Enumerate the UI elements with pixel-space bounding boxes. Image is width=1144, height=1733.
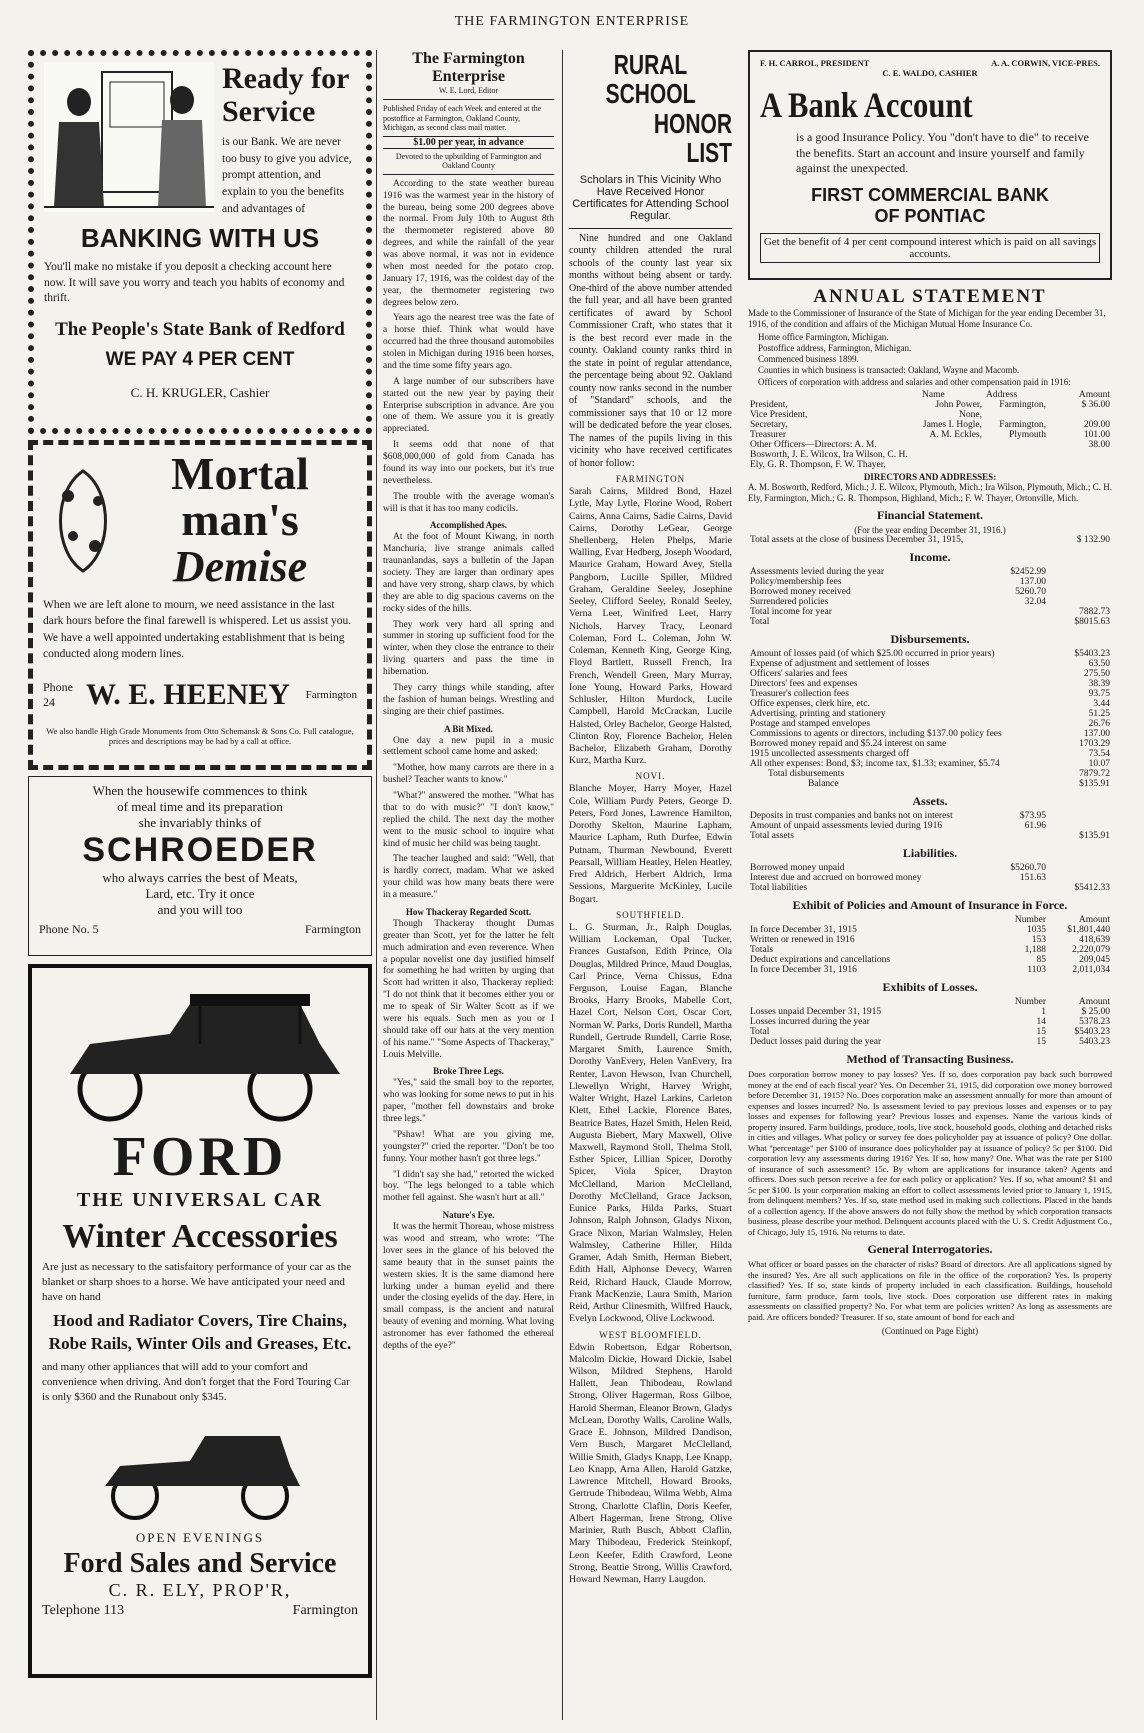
officer-row-cell: Secretary, <box>750 419 788 430</box>
officer-row-cell: 38.00 <box>1088 439 1110 450</box>
loss-row <box>748 1007 1112 1017</box>
eye-paragraph: It was the hermit Thoreau, whose mistress was wood and stream, who wrote: "The lover sees in the glance of his beloved the same beauty that in the sunset paints the western skies. It is the same diamond here lurking under a human eyelid and there under the closing eyelids of the day. Here, in small compass, is the ancient and natural beauty of evening and morning. What loving astronomer has ever fathomed the ethereal depths of the eye?" <box>383 1222 554 1351</box>
income-row <box>748 607 1112 617</box>
exhibit-row-cell: In force December 31, 1916 <box>750 965 857 976</box>
method-heading: Method of Transacting Business. <box>846 1052 1014 1067</box>
officer-row <box>748 400 1112 410</box>
exhibit-row-cell: 209,045 <box>1079 955 1110 966</box>
asset-row-cell: 61.96 <box>1024 821 1046 832</box>
liability-row-cell: Interest due and accrued on borrowed money <box>750 873 922 884</box>
banking-with-us-headline: BANKING WITH US <box>80 223 320 254</box>
liability-row <box>748 873 1112 883</box>
liability-row <box>748 863 1112 873</box>
losses-heading: Exhibits of Losses. <box>882 980 978 995</box>
officer-row-cell: 209.00 <box>1083 419 1110 430</box>
disbursement-row-cell: 10.07 <box>1088 759 1110 770</box>
officer-row-cell <box>984 440 1048 470</box>
income-row <box>748 587 1112 597</box>
legs-paragraph-2: "Pshaw! What are you giving me, youngster?" cried the reporter. "Don't be too funny. Your mother hasn't got three legs." <box>383 1129 554 1164</box>
liability-row-cell: Borrowed money unpaid <box>750 863 845 874</box>
runabout-car-illustration <box>90 1411 310 1521</box>
disbursement-row-cell: Treasurer's collection fees <box>750 689 849 700</box>
officer-row-cell: A. M. Eckles, <box>929 429 982 440</box>
loss-row-cell: 1 <box>1041 1007 1046 1018</box>
novi-heading: NOVI. <box>635 771 666 782</box>
touring-car-illustration <box>50 974 350 1124</box>
asset-row-cell: Total assets <box>750 831 794 842</box>
liability-row-cell <box>1048 863 1112 873</box>
disbursements-table <box>748 649 1112 769</box>
enterprise-title: The Farmington Enterprise <box>412 50 525 85</box>
bank-name: The People's State Bank of Redford <box>55 318 345 340</box>
heeney-name: W. E. HEENEY <box>86 677 290 711</box>
loss-row-cell: Deduct losses paid during the year <box>750 1037 882 1048</box>
ford-tagline: THE UNIVERSAL CAR <box>76 1189 324 1211</box>
statement-line: Postoffice address, Farmington, Michigan. <box>758 342 912 353</box>
general-text: What officer or board passes on the character of risks? Board of directors. Are all applications signed by the insured? Yes. Are all such applications on file in the office of the corporation? Yes. Is property classified? Yes. If so, state kinds of property included in each classification. Buildings, household furniture, farm produce, farm tools, live stock. Does corporation use different rates in making assessments on classified property? No. For what term are policies written? As long as assessments are paid. Are officers bonded? Treasurer. If so, state amount of bond for each and <box>748 1259 1112 1322</box>
losses-header-row <box>748 997 1112 1007</box>
officer-row-cell <box>1048 410 1112 420</box>
disbursement-row <box>748 739 1112 749</box>
legs-paragraph-3: "I didn't say she had," retorted the wicked boy. "The legs belonged to a table which mother fell against. She wasn't hurt at all." <box>383 1169 554 1204</box>
officer-row-cell: Farmington, <box>999 419 1046 430</box>
asset-row-cell <box>1048 821 1112 831</box>
disbursement-row-cell: 275.50 <box>1083 669 1110 680</box>
officer-row <box>748 430 1112 440</box>
ford-town: Farmington <box>292 1602 358 1618</box>
wreath-illustration <box>43 461 123 581</box>
apes-paragraph-2: They work very hard all spring and summer in storing up sufficient food for the winter, when they close the entrance to their living quarters and pass the time in hibernation. <box>383 619 554 678</box>
income-row-cell: Total income for year <box>750 607 832 618</box>
officer-row-cell: John Power, <box>935 399 982 410</box>
loss-row <box>748 1037 1112 1047</box>
disbursement-row-cell: Commissions to agents or directors, including $137.00 policy fees <box>750 729 1002 740</box>
disbursement-row-cell: Advertising, printing and stationery <box>750 709 886 720</box>
disbursement-row-cell: Officers' salaries and fees <box>750 669 848 680</box>
liability-row-cell: Total liabilities <box>750 883 808 894</box>
disbursement-row <box>748 679 1112 689</box>
exhibit-row-cell: 1035 <box>1027 925 1046 936</box>
income-row-cell <box>1048 567 1112 577</box>
west-bloomfield-names: Edwin Robertson, Edgar Robertson, Malcolm Dickie, Howard Dickie, Isabel Wilson, Mildred Stephens, Harold Hallett, Jean Thibodeau, Rowland Strong, Oliver Hagerman, Ross Gilboe, Harold Sherman, Eleanor Brown, Gladys McLean, Dorothy Walls, Caroline Walls, Grace E. Johnson, Mildred Dandison, Vern Busch, Margaret McClelland, Willie Smith, Gladys Knapp, Lee Knapp, Leo Knapp, Arna Allen, Harold Gatzke, Lawrence Mitchell, Howard Brooks, Gertrude Thibodeau, Wilma Webb, Alma Strong, Charlotte Claflin, Doris Keefer, Albert Hagerman, Irene Strong, Olive Marinier, Ruth Busch, Abbott Claflin, Mary Thibodeau, Frederick Steinkopf, Leon Keefer, Edith Crawford, Leone Strong, Beattie Strong, Willis Crawford, Howard Newman, Harry Laugdon. <box>569 1341 732 1585</box>
disbursement-row-cell: 26.76 <box>1088 719 1110 730</box>
financial-sub: (For the year ending December 31, 1916.) <box>854 525 1006 536</box>
honor-title-1: RURAL SCHOOL <box>605 50 696 110</box>
bank2-president: F. H. CARROL, PRESIDENT <box>760 58 870 68</box>
income-heading: Income. <box>909 550 951 565</box>
disbursement-row-cell: 137.00 <box>1083 729 1110 740</box>
enterprise-price: $1.00 per year, in advance <box>383 136 554 149</box>
income-row <box>748 597 1112 607</box>
thackeray-paragraph: Though Thackeray thought Dumas greater than Scott, yet for the latter he felt much admiration and even reverence. When a popular novelist one day justified himself for something he had written by urging that Scott had written it also, Thackeray replied: "I do not think that it becomes either you or me to speak of Sir Walter Scott as if we were his equals. Such men as you or I should take off our hats at the very mention of his name." "Some Aspects of Thackeray," Louis Melville. <box>383 918 554 1060</box>
income-row-cell <box>984 607 1048 617</box>
income-row <box>748 617 1112 627</box>
officer-row-cell: Plymouth <box>1009 429 1046 440</box>
disbursement-row-cell: $5403.23 <box>1074 649 1110 660</box>
officer-row <box>748 410 1112 420</box>
exhibit-row-cell: Written or renewed in 1916 <box>750 935 855 946</box>
officers-header-cell: Amount <box>1078 389 1110 400</box>
loss-row-cell: $ 25.00 <box>1081 1007 1110 1018</box>
disbursement-totals-table <box>748 769 1112 789</box>
statement-intro: Made to the Commissioner of Insurance of the State of Michigan for the year ending December 31, 1916, of the condition and affairs of the Michigan Mutual Home Insurance Co. <box>748 308 1106 329</box>
disbursement-row <box>748 659 1112 669</box>
exhibit-row-cell: Deduct expirations and cancellations <box>750 955 891 966</box>
mixed-paragraph-3: "What?" answered the mother. "What has that to do with music?" "I don't know," replied the child. The next day the mother went to the music school to inquire what kind of music her child was being taught. <box>383 791 554 849</box>
mixed-headline: A Bit Mixed. <box>444 723 493 734</box>
liability-row-cell: $5412.33 <box>1074 883 1110 894</box>
open-evenings: OPEN EVENINGS <box>135 1529 265 1545</box>
asset-row <box>748 831 1112 841</box>
income-row-cell: Assessments levied during the year <box>750 567 885 578</box>
liability-row <box>748 883 1112 893</box>
ford-brand: FORD <box>112 1126 288 1188</box>
exhibit-row <box>748 935 1112 945</box>
exhibit-row <box>748 955 1112 965</box>
bankers-illustration <box>44 62 214 212</box>
officer-row-cell: 101.00 <box>1083 429 1110 440</box>
exhibit-row <box>748 965 1112 975</box>
income-row-cell: 137.00 <box>1019 577 1046 588</box>
income-row-cell: 32.04 <box>1024 597 1046 608</box>
disbursement-row-cell: Borrowed money repaid and $5.24 interest on same <box>750 739 947 750</box>
southfield-names: L. G. Sturman, Jr., Ralph Douglas, William Lockeman, Opal Tucker, Frances Gustafson, Edith Prince, Ola Douglas, Mildred Prince, Maud Douglas, Carl Prince, Verna Chissus, Edna Ferguson, Louise Eagan, Blanche Brooks, Harry Brooks, Mabelle Cort, Hazel Cort, Nelson Cort, Oscar Cort, Norman W. Parks, Doris Rundell, Martha Rundell, Gertrude Rundell, Carrie Rose, Margaret Smith, Laurence Smith, Dorothy VanEvery, Helen VanEvery, Ira Renter, Lavon Hewson, Ivan Churchell, Llewellyn Wright, Harvey Wright, Walter Wright, Hazel Larkins, Carleton Klett, Ethel Lackie, Florence Bates, Beatrice Bates, Hazel Smith, Helen Reid, Augusta Biebert, Mary Maxwell, Olive Maxwell, Raymond Stoll, Thelma Stoll, Esther Spicer, Lillian Spicer, Dorothy Spicer, Viola Spicer, Drayton McClelland, Marion McClelland, Dorothy McClelland, Grace Jackson, Eunice Parks, Hilda Parks, Stuart Johnson, Ralph Johnson, Gladys Nixon, Grace Nixon, Marian Walmsley, Helen Walmsley, Catherine Hiller, Hilda Gramer, Adah Smith, Herman Biebert, Edith Hall, Alphonse Devecy, Warren Reid, Richard Hauck, Claude Morrow, Frank MacKenzie, Laura Smith, Marion Reid, Arthur Clinesmith, Wilfred Hauck, Evelyn Lockwood, Olive Lockwood. <box>569 921 732 1325</box>
honor-intro: Nine hundred and one Oakland county children attended the rural schools of the county last year six months without being absent or tardy. One-third of the above number attended the full year, and all have been granted certificates of award by School Commissioner Craft, who states that it is the best record ever made in the county. Oakland county ranks third in the state in point of regular attendance, the percentage being about 92. Oakland county now ranks second in the number of "Standard" schools, and the commissioner says that 10 or 12 more will be dedicated before the year closes. The names of the pupils living in this vicinity who have received certificates of honor follow: <box>569 232 732 469</box>
exhibit-row <box>748 945 1112 955</box>
disbursement-row <box>748 649 1112 659</box>
farmington-heading: FARMINGTON <box>615 474 686 485</box>
income-row-cell: Total <box>750 617 770 628</box>
income-row-cell: 5260.70 <box>1015 587 1046 598</box>
assets-begin-row <box>748 535 1112 545</box>
disbursement-row-cell: Postage and stamped envelopes <box>750 719 871 730</box>
ready-for-service-title: Ready for Service <box>222 62 349 128</box>
first-commercial-bank-name: FIRST COMMERCIAL BANK <box>811 184 1049 205</box>
apes-paragraph: At the foot of Mount Kiwang, in north Manchuria, live strange animals called traunanlandas, says a bulletin of the Japan society. They are larger than ordinary apes and have very strong, sharp claws, by which they are able to dig spacious caverns on the rocky sides of the hills. <box>383 532 554 614</box>
exhibit-row-cell: 418,639 <box>1079 935 1110 946</box>
directors-heading: DIRECTORS AND ADDRESSES: <box>863 471 997 482</box>
officer-row-cell: None, <box>959 409 982 420</box>
officers-header-cell: Name <box>922 389 945 400</box>
officer-row-cell: Vice President, <box>750 409 808 420</box>
loss-row-cell: 5378.23 <box>1079 1017 1110 1028</box>
exhibit-row-cell: $1,801,440 <box>1067 925 1110 936</box>
officer-row-cell: $ 36.00 <box>1081 399 1110 410</box>
heeney-undertaker-ad <box>28 440 372 770</box>
mortal-mans-title: Mortal man's <box>171 448 309 545</box>
ford-body-2: and many other appliances that will add to your comfort and convenience when driving. And don't forget that the Ford Touring Car is only $360 and the Runabout only $345. <box>42 1361 350 1403</box>
statement-column <box>744 50 1116 1720</box>
southfield-heading: SOUTHFIELD. <box>616 909 685 920</box>
exhibit-table <box>748 915 1112 975</box>
schroeder-phone: Phone No. 5 <box>39 922 99 936</box>
schroeder-town: Farmington <box>305 922 361 936</box>
liability-row-cell <box>984 883 1048 893</box>
loss-row <box>748 1027 1112 1037</box>
officer-row-cell: James I. Hogle, <box>922 419 982 430</box>
asset-row <box>748 821 1112 831</box>
enterprise-published: Published Friday of each Week and entered at the postoffice at Farmington, Oakland County, Michigan, as second class mail matter. <box>383 104 542 133</box>
farmington-names: Sarah Cairns, Mildred Bond, Hazel Lytle, May Lytle, Florine Wood, Robert Cairns, Anna Cairns, Sadie Cairns, David Cairns, Dorothy LeGear, George Shellenberg, Helen Phelps, Marie Walling, Evar Hedberg, Joseph Woodard, Maurice Graham, Howard Avey, Stella Pangborn, Lucille Spiller, Mildred Graham, Geraldine Seeley, Josephine Seeley, Clifford Seeley, Ronald Seeley, Verna Leet, Winifred Leet, Harry Nichols, Harvey Tracy, Leonard Coleman, Ford L. Coleman, John W. Coleman, Kenneth King, George King, Floyd Bartlett, Russell French, Ira French, Wendell Green, Mary Murray, Ione Young, Howard Parks, Howard Schlusler, Hilton Murdock, Lucile Campbell, Harold McCrackan, Lucile Halsted, Orley Bachelor, George Halsted, Clinton Roy, Florence Bachelor, Helen Bachelor, Elizabeth Graham, Dorothy Kurz, Martha Kurz. <box>569 486 732 767</box>
editorial-column <box>376 50 560 1720</box>
average-paragraph: The trouble with the average woman's will is that it has too many codicils. <box>383 491 554 514</box>
disbursement-row-cell: 3.44 <box>1093 699 1110 710</box>
officer-row-cell: Treasurer <box>750 429 787 440</box>
schroeder-line6: and you will too <box>157 902 243 917</box>
statement-line: Commenced business 1899. <box>758 354 859 365</box>
honor-title-2: HONOR LIST <box>653 107 732 169</box>
income-row-cell: $8015.63 <box>1074 617 1110 628</box>
income-row-cell <box>1048 597 1112 607</box>
disbursement-row <box>748 669 1112 679</box>
ford-owner: C. R. ELY, PROP'R, <box>108 1579 292 1600</box>
statement-lines <box>748 332 1112 388</box>
statement-line: Home office Farmington, Michigan. <box>758 331 889 342</box>
directors-text: A. M. Bosworth, Redford, Mich.; J. E. Wilcox, Plymouth, Mich.; Ira Wilson, Plymouth, Mich.; C. H. Ely, Farmington, Mich.; G. R. Thompson, Highland, Mich.; F. W. Thayer, Ortonville, Mich. <box>748 481 1112 503</box>
mixed-paragraph-4: The teacher laughed and said: "Well, that is hardly correct, madam. What we asked your child was how many beats there were in a measure." <box>383 854 554 901</box>
bank2-vice: A. A. CORWIN, VICE-PRES. <box>991 58 1100 68</box>
schroeder-line1: When the housewife commences to think <box>92 783 308 798</box>
asset-row-cell <box>984 831 1048 841</box>
bank-ad-text: You'll make no mistake if you deposit a checking account here now. It will save you worry and teach you habits of economy and thrift. <box>44 261 345 305</box>
asset-row-cell: $135.91 <box>1079 831 1110 842</box>
income-row-cell: Surrendered policies <box>750 597 829 608</box>
heeney-phone: Phone 24 <box>43 679 73 709</box>
legs-paragraph: "Yes," said the small boy to the reporter, who was looking for some news to put in his paper, "mother fell downstairs and broke three legs." <box>383 1078 554 1125</box>
income-row-cell: Borrowed money received <box>750 587 851 598</box>
assets-begin-label: Total assets at the close of business December 31, 1915, <box>750 535 964 546</box>
newspaper-masthead: THE FARMINGTON ENTERPRISE <box>454 14 690 29</box>
loss-row-cell: Losses unpaid December 31, 1915 <box>750 1007 882 1018</box>
schroeder-line4: who always carries the best of Meats, <box>102 870 298 885</box>
exhibit-row-cell: 2,011,034 <box>1072 965 1110 976</box>
income-row-cell <box>984 617 1048 627</box>
liability-row-cell <box>1048 873 1112 883</box>
ford-body: Are just as necessary to the satisfaitory performance of your car as the blanket or sharp shoes to a horse. We have anticipated your need and have on hand <box>42 1261 352 1303</box>
disbursement-row-cell: 38.39 <box>1088 679 1110 690</box>
schroeder-line5: Lard, etc. Try it once <box>145 886 255 901</box>
horses-paragraph: Years ago the nearest tree was the fate of a horse thief. Think what would have occurred had the three thousand automobiles stolen in Michigan during 1916 been horses, and the time some fifty years ago. <box>383 313 554 371</box>
liability-row-cell: 151.63 <box>1019 873 1046 884</box>
loss-row-cell: Losses incurred during the year <box>750 1017 870 1028</box>
officer-row <box>748 420 1112 430</box>
asset-row-cell: Amount of unpaid assessments levied during 1916 <box>750 821 943 832</box>
exhibit-row-cell: 2,220,079 <box>1072 945 1110 956</box>
gold-paragraph: It seems odd that none of that $608,000,000 of gold from Canada has found its way into our pockets, but it's true nevertheless. <box>383 440 554 486</box>
disbursement-row-cell: Directors' fees and expenses <box>750 679 858 690</box>
assets-heading: Assets. <box>912 794 948 809</box>
income-row-cell: 7882.73 <box>1079 607 1110 618</box>
assets-begin-row-table <box>748 535 1112 545</box>
schroeder-line2: of meal time and its preparation <box>117 799 283 814</box>
novi-names: Blanche Moyer, Harry Moyer, Hazel Cole, William Purdy Peters, George D. Peters, Ford Jones, Lawrence Hamilton, Dorothy Skelton, Maurine Lapham, Maurice Lapham, Ruth Durfee, Edwin Putnam, Thurman Newbound, Everett Pearsall, William Heatley, Helen Heatley, Fred Aldrich, Herbert Aldrich, Irma Sessions, Marguerite McKinley, Lucile Bogart. <box>569 783 732 905</box>
loss-row-cell: 14 <box>1036 1017 1046 1028</box>
disb-total-value: 7879.72 <box>1079 769 1110 780</box>
income-row <box>748 577 1112 587</box>
loss-row-cell: 15 <box>1036 1037 1046 1048</box>
officers-header-row <box>748 390 1112 400</box>
schroeder-meat-ad <box>28 776 372 956</box>
statement-line: Counties in which business is transacted: Oakland, Wayne and Macomb. <box>758 365 1020 376</box>
officer-row-cell: President, <box>750 399 788 410</box>
disbursement-row-cell: 73.54 <box>1088 749 1110 760</box>
disbursement-row <box>748 729 1112 739</box>
income-row <box>748 567 1112 577</box>
mixed-paragraph: One day a new pupil in a music settlement school came home and asked: <box>383 735 554 758</box>
ford-products: Hood and Radiator Covers, Tire Chains, Robe Rails, Winter Oils and Greases, Etc. <box>48 1310 352 1354</box>
disbursement-row <box>748 759 1112 769</box>
disb-total-label: Total disbursements <box>768 769 845 780</box>
disbursement-row-cell: 51.25 <box>1088 709 1110 720</box>
continued-note: (Continued on Page Eight) <box>881 1326 979 1337</box>
balance-label: Balance <box>808 779 839 790</box>
schroeder-name: SCHROEDER <box>82 831 318 869</box>
thackeray-headline: How Thackeray Regarded Scott. <box>405 906 532 917</box>
statement-line: Officers of corporation with address and salaries and other compensation paid in 1916: <box>758 376 1071 387</box>
asset-row-cell <box>1048 811 1112 821</box>
loss-row-cell: 5403.23 <box>1079 1037 1110 1048</box>
officer-row-cell <box>984 410 1048 420</box>
apes-headline: Accomplished Apes. <box>429 520 507 531</box>
officer-row-cell: Farmington, <box>999 399 1046 410</box>
winter-accessories-heading: Winter Accessories <box>62 1218 338 1255</box>
officer-row <box>748 440 1112 470</box>
exhibit-row-cell: 153 <box>1031 935 1046 946</box>
exhibit-row-cell: In force December 31, 1915 <box>750 925 857 936</box>
income-row-cell <box>1048 577 1112 587</box>
exhibit-row-cell: 1103 <box>1027 965 1046 976</box>
ford-telephone: Telephone 113 <box>42 1602 125 1618</box>
asset-row <box>748 811 1112 821</box>
apes-paragraph-3: They carry things while standing, after the fashion of human beings. Wrestling and singing are their chief pastimes. <box>383 682 554 717</box>
assets-begin-value: $ 132.90 <box>1076 535 1110 546</box>
exhibit-row-cell: 85 <box>1036 955 1046 966</box>
income-row-cell <box>1048 587 1112 597</box>
eye-headline: Nature's Eye. <box>442 1210 495 1221</box>
income-row-cell: Policy/membership fees <box>750 577 842 588</box>
disbursement-row <box>748 699 1112 709</box>
first-commercial-bank-ad <box>748 50 1112 280</box>
legs-headline: Broke Three Legs. <box>433 1066 504 1077</box>
exhibit-row-cell: Totals <box>750 945 774 956</box>
honor-list-column <box>562 50 738 1720</box>
disbursement-row <box>748 749 1112 759</box>
bank2-cashier: C. E. WALDO, CASHIER <box>882 68 978 78</box>
bank2-footer: Get the benefit of 4 per cent compound interest which is paid on all savings accounts. <box>760 233 1100 263</box>
disb-total-row <box>748 769 1112 779</box>
bank2-body: is a good Insurance Policy. You "don't have to die" to receive the benefits. Start an account and insure yourself and family against the unexpected. <box>796 130 1089 176</box>
heeney-body: When we are left alone to mourn, we need assistance in the last dark hours before the final farewell is whispered. Let us assist you. We have a well appointed undertaking establishment that is being conducted along modern lines. <box>43 599 352 660</box>
enterprise-editor: W. E. Lord, Editor <box>438 86 499 95</box>
west-bloomfield-heading: WEST BLOOMFIELD. <box>599 1329 702 1340</box>
disbursement-row-cell: Office expenses, clerk hire, etc. <box>750 699 870 710</box>
demise-title: Demise <box>172 542 308 591</box>
honor-deck: Scholars in This Vicinity Who Have Received Honor Certificates for Attending School Regular. <box>572 173 729 222</box>
ford-store-name: Ford Sales and Service <box>63 1547 337 1579</box>
bank-account-headline: A Bank Account <box>760 85 973 125</box>
officers-table <box>748 390 1112 470</box>
losses-header-cell <box>748 997 984 1007</box>
officers-header-cell: Address <box>986 389 1018 400</box>
exhibit-heading: Exhibit of Policies and Amount of Insurance in Force. <box>792 898 1068 913</box>
financial-heading: Financial Statement. <box>877 508 983 523</box>
losses-table <box>748 997 1112 1047</box>
disbursements-heading: Disbursements. <box>890 632 970 647</box>
bank-cashier: C. H. KRUGLER, Cashier <box>130 384 270 400</box>
asset-row-cell: $73.95 <box>1019 811 1046 822</box>
disbursement-row <box>748 709 1112 719</box>
assets-table <box>748 811 1112 841</box>
heeney-town: Farmington <box>305 688 357 701</box>
liabilities-heading: Liabilities. <box>902 846 958 861</box>
income-row-cell: $2452.99 <box>1010 567 1046 578</box>
schroeder-line3: she invariably thinks of <box>138 815 262 830</box>
officer-row-cell: Other Officers—Directors: A. M. Bosworth, J. E. Wilcox, Ira Wilson, C. H. Ely, G. R. Thompson, F. W. Thayer, <box>750 439 908 470</box>
general-heading: General Interrogatories. <box>867 1242 993 1257</box>
liability-row-cell: $5260.70 <box>1010 863 1046 874</box>
disbursement-row-cell: 1703.29 <box>1079 739 1110 750</box>
exhibit-row <box>748 925 1112 935</box>
asset-row-cell: Deposits in trust companies and banks not on interest <box>750 811 953 822</box>
exhibit-row-cell: 1,188 <box>1024 945 1046 956</box>
left-ads-column <box>28 50 372 1684</box>
enterprise-devoted: Devoted to the upbuilding of Farmington and Oakland County <box>395 151 542 170</box>
exhibit-header-cell: Number <box>1014 915 1046 926</box>
balance-value: $135.91 <box>1079 779 1110 790</box>
bank-ad-body: is our Bank. We are never too busy to give you advice, prompt attention, and explain to you the benefits and advantages of <box>222 136 352 215</box>
disbursement-row-cell: Expense of adjustment and settlement of losses <box>750 659 930 670</box>
mixed-paragraph-2: "Mother, how many carrots are there in a bushel? Teacher wants to know." <box>383 763 554 786</box>
loss-row-cell: Total <box>750 1027 770 1038</box>
heeney-footer: We also handle High Grade Monuments from Otto Schemansk & Sons Co. Full catalogue, prices and descriptions may be had by a call at office. <box>46 725 354 746</box>
interest-rate: WE PAY 4 PER CENT <box>105 348 295 370</box>
officer-row-cell <box>920 440 984 470</box>
loss-row-cell: $5403.23 <box>1074 1027 1110 1038</box>
income-table <box>748 567 1112 627</box>
disbursement-row <box>748 689 1112 699</box>
exhibit-header-row <box>748 915 1112 925</box>
annual-statement-title: ANNUAL STATEMENT <box>813 286 1047 307</box>
disbursement-row-cell: 1915 uncollected assessments charged off <box>750 749 909 760</box>
loss-row-cell: 15 <box>1036 1027 1046 1038</box>
exhibit-header-cell: Amount <box>1078 915 1110 926</box>
weather-paragraph: According to the state weather bureau 1916 was the warmest year in the history of the bureau, being some 200 degrees above the normal. From July 10th to August 8th the thermometer registered above 80 degrees, and while the rainfall of the year was above normal, it was not in evidence when most needed for the potato crop. January 17, 1916, was the coldest day of the year, the thermometer registering two degrees below zero. <box>383 178 554 308</box>
method-text: Does corporation borrow money to pay losses? Yes. If so, does corporation pay back such borrowed money at the end of each fiscal year? Yes. On December 31, 1915, did corporation owe money borrowed before December 31, 1915? No. Does corporation make an assessment annually for more than amount of expenses and losses incurred? No. Is assessment levied to pay previous losses and expenses or to pay losses and expenses for following year? Previous losses and expenses. Name the various kinds of property insured. Farm buildings, produce, tools, live stock, household goods, clothing and detached risks in cities and villages. What policy or survey fee does policyholder pay at issuance of policy? One dollar. What "percentage" per $100 of insurance does policyholder pay at issuance of policy? 5c per $100. Did corporation levy any assessments during 1916? Yes. If so, how many? One. What was the rate per $100 of insurance of such assessment? 15c. By whom are applications for insurance taken? Agents and officers. Does such person receive a fee for each policy or application? Yes. If so, what amount? $1 and 5c per $100. Is your corporation making an effort to collect assessments levied prior to January 1, 1915, from delinquent members? Yes. If so, state method used in making such collections. Placed in the hands of a collection agency. If the above answers do not fully show the method by which corporation transacts business, please describe your method. Delinquent accounts placed with the U. S. Credit Adjustment Co., of Chicago, July 15, 1916. No returns to date. <box>748 1069 1112 1237</box>
officers-header-blank <box>748 390 920 400</box>
pontiac-name: OF PONTIAC <box>874 205 986 226</box>
ford-ad <box>28 964 372 1678</box>
subscribers-paragraph: A large number of our subscribers have started out the new year by paying their Enterprise subscription in advance. Are you one of them. We assure you it is greatly appreciated. <box>383 376 554 435</box>
exhibit-header-cell <box>748 915 984 925</box>
disbursement-row-cell: 63.50 <box>1088 659 1110 670</box>
liabilities-table <box>748 863 1112 893</box>
disbursement-row-cell: All other expenses: Bond, $3; income tax, $1.33; examiner, $5.74 <box>750 759 1000 770</box>
loss-row <box>748 1017 1112 1027</box>
disbursement-row-cell: Amount of losses paid (of which $25.00 occurred in prior years) <box>750 649 995 660</box>
disbursement-row-cell: 93.75 <box>1088 689 1110 700</box>
disbursement-row <box>748 719 1112 729</box>
balance-row <box>748 779 1112 789</box>
losses-header-cell: Amount <box>1078 997 1110 1008</box>
peoples-bank-ad <box>28 50 372 434</box>
losses-header-cell: Number <box>1014 997 1046 1008</box>
